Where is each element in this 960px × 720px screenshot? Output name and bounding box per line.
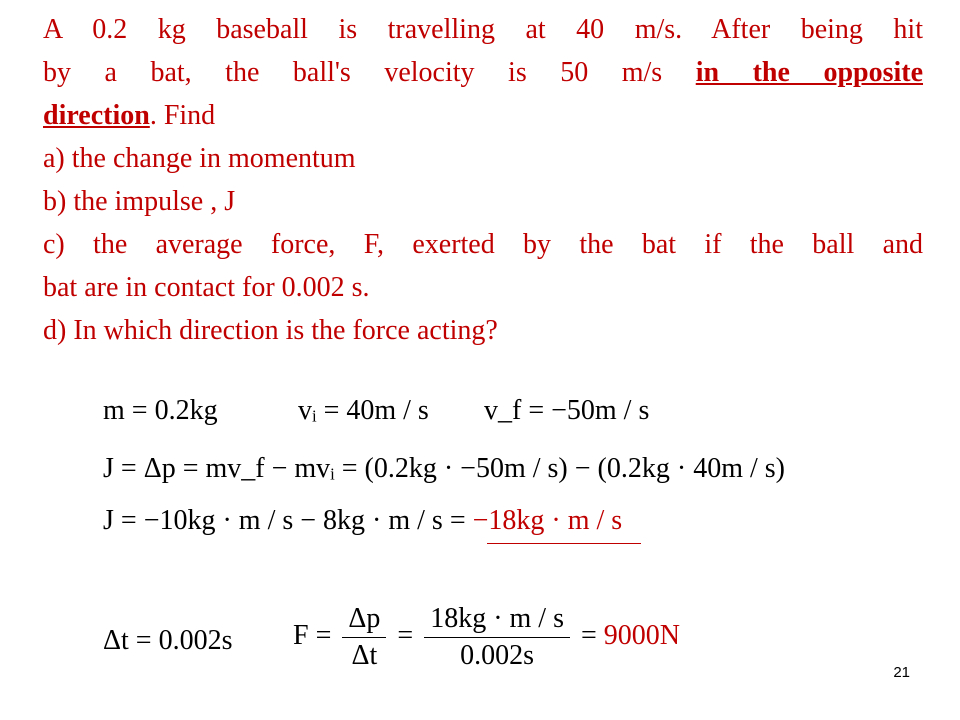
fraction-numeric-denominator: 0.002s xyxy=(460,640,535,671)
equals-sign: = xyxy=(397,619,414,651)
emphasis-direction: direction xyxy=(43,100,150,131)
fraction-numeric-numerator: 18kg · m / s xyxy=(424,603,570,638)
question-a: a) the change in momentum xyxy=(43,143,356,174)
given-final-velocity: v_f = −50m / s xyxy=(484,395,650,426)
problem-line-3-text: . Find xyxy=(149,100,216,131)
impulse-result-underline xyxy=(487,543,641,544)
problem-line-2-text: by a bat, the ball's velocity is 50 m/s xyxy=(43,57,696,88)
given-initial-velocity: vᵢ = 40m / s xyxy=(298,395,429,426)
force-result: 9000N xyxy=(603,619,680,651)
problem-line-2 xyxy=(43,51,923,94)
question-d: d) In which direction is the force acting? xyxy=(43,315,498,346)
force-equation xyxy=(293,603,680,672)
delta-t-value: Δt = 0.002s xyxy=(103,625,233,656)
emphasis-opposite: in the opposite xyxy=(695,57,924,88)
impulse-result: −18kg · m / s xyxy=(472,505,623,536)
problem-line-3 xyxy=(43,94,923,137)
fraction-numeric xyxy=(424,603,570,672)
fraction-dp-dt xyxy=(342,603,386,672)
page-number: 21 xyxy=(893,664,910,681)
force-lhs: F = xyxy=(293,619,332,651)
problem-line-1: A 0.2 kg baseball is travelling at 40 m/s. After being hit xyxy=(43,14,923,45)
question-b: b) the impulse , J xyxy=(43,186,236,217)
given-mass: m = 0.2kg xyxy=(103,395,218,426)
impulse-calculation-text: J = −10kg · m / s − 8kg · m / s = xyxy=(103,505,473,536)
impulse-definition: J = Δp = mv_f − mvᵢ = (0.2kg · −50m / s) − (0.2kg · 40m / s) xyxy=(103,453,785,484)
fraction-dt-denominator: Δt xyxy=(351,640,378,671)
question-c-line-1: c) the average force, F, exerted by the bat if the ball and xyxy=(43,229,923,260)
equals-sign-2: = xyxy=(580,619,597,651)
question-c-line-2: bat are in contact for 0.002 s. xyxy=(43,272,370,303)
impulse-calculation xyxy=(103,505,622,537)
problem-statement xyxy=(43,8,923,352)
fraction-dp-numerator: Δp xyxy=(342,603,386,638)
